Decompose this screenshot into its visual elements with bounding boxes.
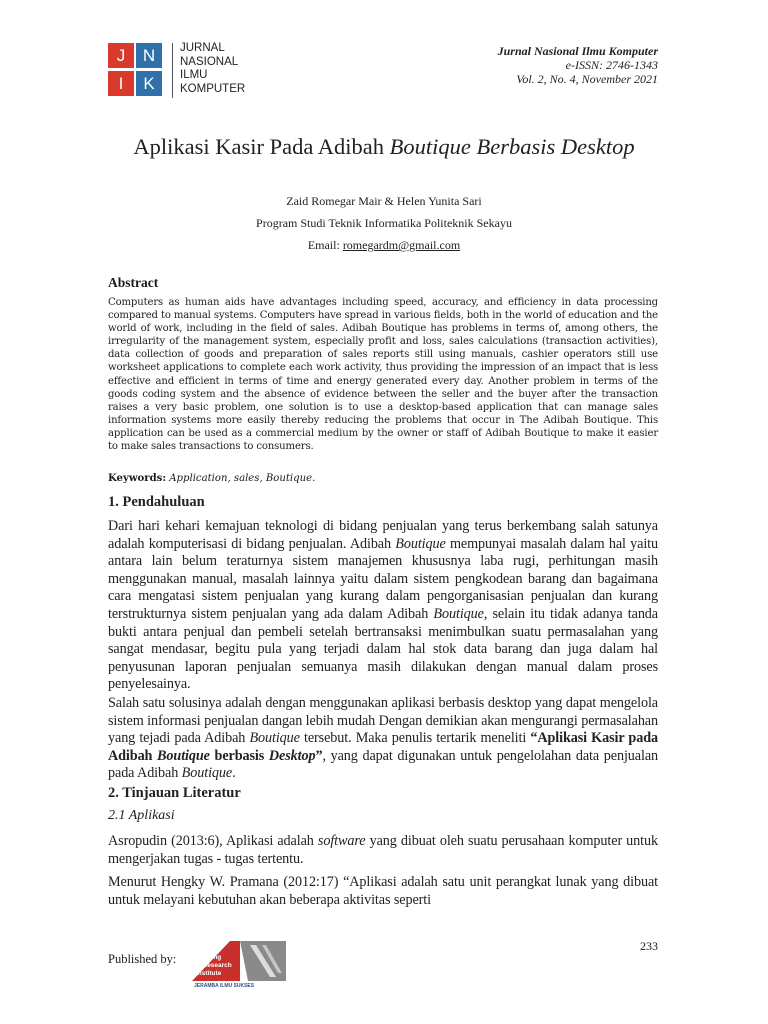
p2-i: , yang dapat digunakan untuk pengelolahan data penjualan pada Adibah [108,747,659,782]
paragraph-2 [108,695,658,783]
p1-c: mempunyai masalah dalam hal yaitu antara lain belum teraturnya sistem manajemen khususnya laba rugi, perhitungan masih menggunakan manual, masalah lainnya yaitu dalam sistem pengkodean barang dan bagaimana cara mengatasi sistem penjualan yang kurang dalam pengorganisasian penjualan dan kurang terstrukturnya sistem penjualan yang ada dalam Adibah [108,535,659,622]
publisher-tagline: JERAMBA ILMU SUKSES [194,983,255,989]
logo-line-1: JURNAL [180,42,225,54]
p3-b: software [317,833,366,849]
journal-info [498,44,658,86]
published-by-label: Published by: [108,952,177,966]
page-number: 233 [640,939,658,953]
journal-issn: e-ISSN: 2746-1343 [565,58,658,72]
p2-e: Boutique [157,747,210,764]
journal-name: Jurnal Nasional Ilmu Komputer [497,44,658,58]
publisher-line-1: Training [196,954,222,961]
title-part-1: Aplikasi Kasir Pada Adibah [133,134,390,159]
logo-letter-j: J [108,43,134,68]
author-block [0,190,768,256]
p2-k: . [232,765,236,782]
keywords-label: Keywords: [108,473,167,484]
publisher-logo [190,937,288,989]
email-label: Email: [307,238,343,252]
p1-d: Boutique [433,605,484,622]
publisher-line-3: Institute [196,970,222,977]
p2-b: Boutique [249,730,300,747]
logo-line-3: ILMU [180,69,208,81]
p2-a: Salah satu solusinya adalah dengan menggunakan aplikasi berbasis desktop yang dapat mengelola sistem informasi penjualan dangan lebih mudah Dengan demikian akan mengurangi permasalahan yang tejadi pada Adibah [108,695,658,747]
p3-c: yang dibuat oleh suatu perusahaan komputer untuk mengerjakan tugas - tugas tertentu. [108,833,658,867]
p1-e: , selain itu tidak adanya tanda bukti antara penjual dan pembeli setelah bertransaksi menimbulkan suatu permasalahan yang sangat mendasar, begitu pula yang terjadi dalam hal stok data barang dan juga dalam hal penyusunan laporan penjualan semuanya masih dilakukan dengan manual dalam proses penyelesainya. [108,605,659,693]
author-email-line [0,234,768,256]
paper-title [0,134,768,160]
logo-wordmark [180,42,245,96]
p2-d: “Aplikasi Kasir pada Adibah [108,730,658,764]
section-heading-tinjauan: 2. Tinjauan Literatur [108,785,241,801]
subsection-heading-aplikasi: 2.1 Aplikasi [108,808,175,823]
p2-g: Desktop [268,747,316,764]
journal-volume: Vol. 2, No. 4, November 2021 [516,72,658,86]
author-affiliation: Program Studi Teknik Informatika Politeknik Sekayu [256,216,512,230]
p2-j: Boutique [181,765,233,782]
paragraph-1 [108,518,658,694]
logo-letter-i: I [108,71,134,96]
paragraph-4: Menurut Hengky W. Pramana (2012:17) “Aplikasi adalah satu unit perangkat lunak yang dibuat untuk melayani kebutuhan akan beberapa aktivitas seperti [108,874,658,908]
logo-letter-k: K [136,71,162,96]
author-names: Zaid Romegar Mair & Helen Yunita Sari [286,194,482,208]
journal-logo [108,43,164,97]
logo-line-4: KOMPUTER [180,82,246,95]
abstract-text: Computers as human aids have advantages including speed, accuracy, and efficiency in data processing compared to manual systems. Computers have spread in various fields, both in the world of education and the world of work, including in the field of sales. Adibah Boutique has problems in terms of, among others, the irregularity of the management system, especially profit and loss, sales calculations (transaction activities), data collection of goods and preparation of sales reports still using manuals, cashier operators still use worksheet applications to complete each work activity, thus providing the impression of an impact that is less effective and efficient in terms of time and energy generated every day. Another problem in terms of the goods coding system and the absence of evidence between the seller and the buyer after the transaction raises a very basic problem, one solution is to use a desktop-based application that can manage sales information systems more easily thereby reducing the problems that occur in The Adibah Boutique. This application can be used as a commercial medium by the owner or staff of Adibah Boutique to make it easier to make sales transactions to consumers. [108,297,658,453]
keywords-value: Application, sales, Boutique. [169,473,316,484]
abstract-heading: Abstract [108,275,159,290]
logo-divider [172,43,173,98]
paragraph-3 [108,833,658,868]
p2-f: berbasis [209,747,269,764]
p2-c: tersebut. Maka penulis tertarik meneliti [299,730,531,747]
section-heading-pendahuluan: 1. Pendahuluan [108,494,205,510]
logo-letter-n: N [136,43,162,68]
p1-a: Dari hari kehari kemajuan teknologi di bidang penjualan yang terus berkembang salah satunya adalah komputerisasi di bidang penjualan. Adibah [108,518,658,552]
p3-a: Asropudin (2013:6), Aplikasi adalah [108,833,318,849]
p2-h: ” [315,747,323,764]
publisher-line-2: & Research [196,962,232,969]
title-part-2: Boutique Berbasis Desktop [389,134,635,159]
logo-line-2: NASIONAL [180,55,239,68]
p1-b: Boutique [395,535,446,552]
email-link[interactable]: romegardm@gmail.com [342,238,461,252]
keywords-line [108,473,315,484]
